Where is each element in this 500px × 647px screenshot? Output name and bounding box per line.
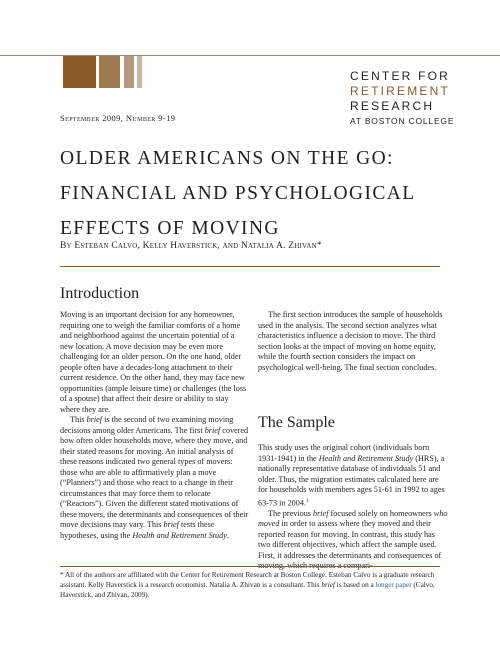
sample-paragraph-2: The previous brief focused solely on homeowners who moved in order to assess where they moved and their reported reason for moving. In contrast, this study has two different objectives, which affect the sample used. First, it addresses the determinants and consequences of (258, 508, 448, 560)
logo-line-1: CENTER FOR (350, 69, 450, 83)
logo-line-4: AT BOSTON COLLEGE (350, 116, 455, 126)
title-divider (60, 266, 440, 267)
right-column-top (258, 310, 448, 373)
footnote-ref: 1 (306, 497, 309, 504)
longer-paper-link[interactable]: longer paper (375, 581, 412, 589)
page-title (60, 141, 460, 246)
logo-line-2: RETIREMENT (350, 84, 450, 98)
footnote-divider (60, 566, 440, 567)
intro-paragraph-1: Moving is an important decision for any homeowner, requiring one to weigh the familiar comforts of a home and neighborhood against the uncertain potential of a new location. A move decision may be even more challenging for an older person. On the one hand, older people often have a decades-long attachment to their current residence. On the other hand, they may face new opportunities (ample leisure time) or challenges (the loss of a spouse) that affect their desire or ability to stay where they are. (60, 310, 247, 414)
sample-paragraph-1: This study uses the original cohort (individuals born 1931-1941) in the Health and Retirement Study (HRS), a nationally representative database of individuals 51 and older. Thus, the migration estimates calculated here are for households with members ages 51-61 in 1992 to ages 63-73 in 2004.$^1$ (258, 443, 445, 508)
logo-square-medium (99, 56, 120, 88)
left-column (60, 310, 250, 541)
crr-logo (350, 69, 454, 129)
title-line-1: OLDER AMERICANS ON THE GO: (60, 148, 394, 169)
outline-paragraph: The first section introduces the sample of households used in the analysis. The second section analyzes what characteristics influence a decision to move. The third section looks at the impact of moving on home equity, while the fourth section considers the impact on psychological well-being. The final section concludes. (258, 310, 443, 372)
intro-paragraph-2: This brief is the second of two examining moving decisions among older Americans. The first brief covered how often older households move, where they move, and their stated reasons for moving. An initial analysis of these reasons indicated two general types of movers: those who are able to affirmatively plan a move (“Planners”) and those who react to a change in their circumstances that may force them to relocate (“Reactors”). Given the different stated motivations of these movers, the determinants and consequences of their move decisions may vary. This brief tests these hypotheses, using the Health and Retirement Study. (60, 415, 249, 540)
author-footnote: * All of the authors are affiliated with the Center for Retirement Research at Boston College. Esteban Calvo is a graduate research assistant. Kelly Haverstick is a research economist. Natalia A. Zhivan is a consultant. This brief is based on a longer paper (Calvo, Haverstick, and Zhivan, 2009). (60, 571, 435, 599)
logo-square-small (124, 56, 134, 88)
issue-date: September 2009, Number 9-19 (60, 113, 176, 123)
right-column-bottom (258, 443, 448, 572)
title-line-3: EFFECTS OF MOVING (60, 218, 280, 239)
logo-square-tiny (137, 56, 142, 88)
section-heading-sample: The Sample (258, 414, 335, 431)
title-line-2: FINANCIAL AND PSYCHOLOGICAL (60, 183, 416, 204)
author-byline: By Esteban Calvo, Kelly Haverstick, and Natalia A. Zhivan* (60, 241, 322, 251)
section-heading-introduction: Introduction (60, 285, 140, 302)
logo-line-3: RESEARCH (350, 99, 435, 113)
logo-square-large (63, 56, 96, 88)
